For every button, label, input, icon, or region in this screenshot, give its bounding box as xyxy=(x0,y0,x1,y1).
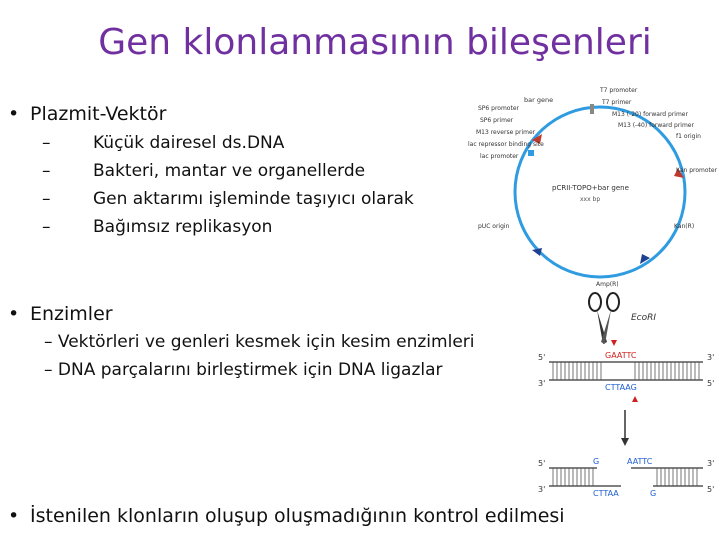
plasmid-arrow xyxy=(532,248,542,256)
lac-repressor-label: lac repressor binding site xyxy=(468,141,544,148)
bullet-marker: • xyxy=(8,505,20,527)
plasmid-marker xyxy=(528,150,534,156)
three-prime-label: 3' xyxy=(707,353,715,362)
five-prime-label: 5' xyxy=(707,485,715,494)
sub-bullet-text: Bakteri, mantar ve organellerde xyxy=(93,161,366,181)
dash-marker: – xyxy=(44,360,53,380)
sub-bullet xyxy=(0,133,500,155)
bullet-marker: • xyxy=(8,303,20,325)
kan-promoter-label: Kan promoter xyxy=(676,167,718,174)
down-arrow-head xyxy=(621,438,629,446)
cut-bottom-left: CTTAA xyxy=(593,489,619,498)
dash-marker: – xyxy=(44,332,53,352)
sub-bullet xyxy=(44,360,443,380)
bullet-marker: • xyxy=(8,103,20,125)
dash-marker: – xyxy=(42,161,51,181)
cut-top-left: G xyxy=(593,457,600,466)
plasmid-map-figure xyxy=(440,80,720,290)
bullet-label: İstenilen klonların oluşup oluşmadığının kontrol edilmesi xyxy=(30,505,565,527)
bullet-label: Enzimler xyxy=(30,303,113,325)
sp6-promoter-label: SP6 promoter xyxy=(478,105,519,112)
sub-bullet xyxy=(44,332,475,352)
dash-marker: – xyxy=(42,189,51,209)
f1-origin-label: f1 origin xyxy=(676,133,701,140)
scissors-icon xyxy=(589,293,619,344)
sub-bullet xyxy=(0,189,500,211)
bullet-plasmid-vector xyxy=(8,103,166,125)
three-prime-label: 3' xyxy=(538,379,546,388)
base-pair-rungs xyxy=(553,362,699,380)
bullet-label: Plazmit-Vektör xyxy=(30,103,167,125)
bar-gene-label: bar gene xyxy=(524,96,554,104)
three-prime-label: 3' xyxy=(538,485,546,494)
plasmid-size: xxx bp xyxy=(580,196,601,203)
sub-bullet xyxy=(0,161,500,183)
sub-bullet-text: Vektörleri ve genleri kesmek için kesim enzimleri xyxy=(57,332,475,352)
t7-promoter-label: T7 promoter xyxy=(600,87,638,94)
three-prime-label: 3' xyxy=(707,459,715,468)
m13-40-label: M13 (-40) forward primer xyxy=(618,122,694,129)
dash-marker: – xyxy=(42,133,51,153)
sub-bullet-text: Gen aktarımı işleminde taşıyıcı olarak xyxy=(93,189,414,209)
m13-20-label: M13 (-20) forward primer xyxy=(612,111,688,118)
ecori-enzyme-label: EcoRI xyxy=(631,313,657,323)
cut-arrow-top xyxy=(611,340,617,346)
ecori-figure xyxy=(535,290,720,530)
sp6-primer-label: SP6 primer xyxy=(480,117,514,124)
sub-bullet-text: Bağımsız replikasyon xyxy=(93,217,273,237)
t7-primer-label: T7 primer xyxy=(602,99,632,106)
five-prime-label: 5' xyxy=(538,353,546,362)
ecori-site-top: GAATTC xyxy=(605,351,637,360)
sub-bullet xyxy=(0,217,500,239)
amp-r-label: Amp(R) xyxy=(596,281,619,288)
sub-bullet-text: Küçük dairesel ds.DNA xyxy=(93,133,285,153)
kan-r-label: Kan(R) xyxy=(674,223,695,230)
ecori-site-bottom: CTTAAG xyxy=(605,383,637,392)
plasmid-marker xyxy=(590,104,594,114)
m13-reverse-label: M13 reverse primer xyxy=(476,129,536,136)
bullet-enzymes xyxy=(8,303,113,325)
five-prime-label: 5' xyxy=(707,379,715,388)
base-pair-rungs xyxy=(553,468,697,486)
cut-top-right: AATTC xyxy=(627,457,653,466)
five-prime-label: 5' xyxy=(538,459,546,468)
cut-bottom-right: G xyxy=(650,489,657,498)
sub-bullet-text: DNA parçalarını birleştirmek için DNA ligazlar xyxy=(57,360,443,380)
dash-marker: – xyxy=(42,217,51,237)
slide-title: Gen klonlanmasının bileşenleri xyxy=(98,22,652,63)
bullet-clone-check xyxy=(8,505,565,527)
puc-origin-label: pUC origin xyxy=(478,223,510,230)
plasmid-name: pCRII-TOPO+bar gene xyxy=(552,184,629,192)
cut-arrow-bottom xyxy=(632,396,638,402)
lac-promoter-label: lac promoter xyxy=(480,153,519,160)
